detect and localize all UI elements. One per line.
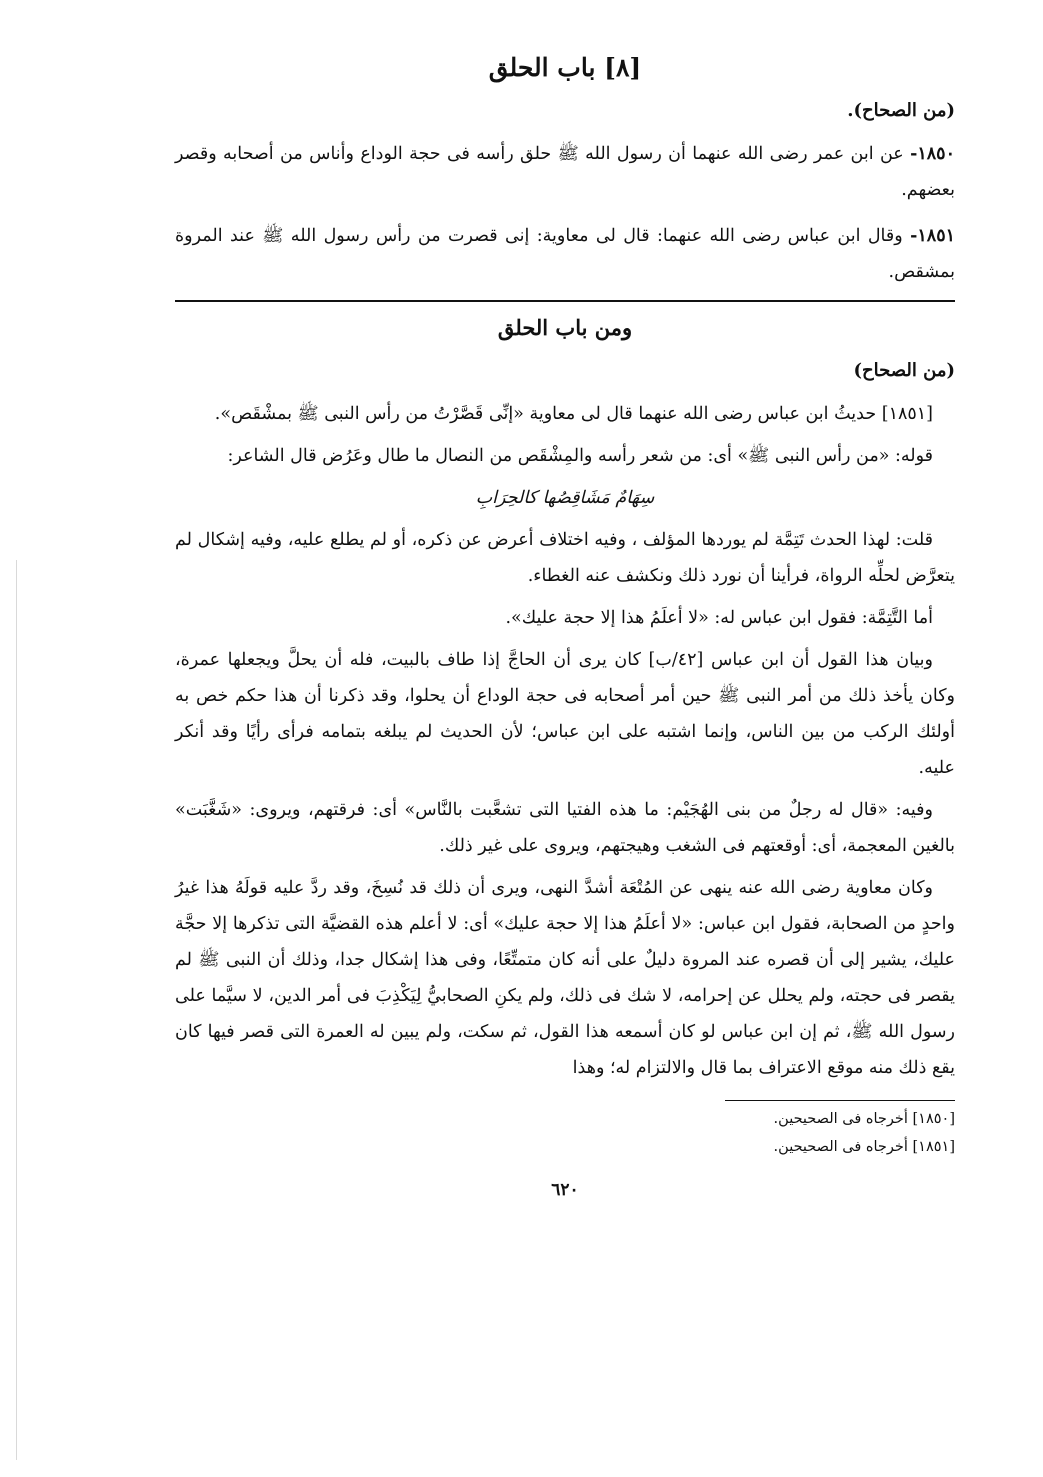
footnote-divider <box>725 1100 955 1101</box>
hadith-number: ١٨٥١- <box>910 226 955 246</box>
hadith-text: عن ابن عمر رضى الله عنهما أن رسول الله ﷺ حلق رأسه فى حجة الوداع وأناس من أصحابه وقصر بعضهم. <box>175 144 955 200</box>
commentary-paragraph: قوله: «من رأس النبى ﷺ» أى: من شعر رأسه والمِشْقَص من النصال ما طال وعَرُض قال الشاعر: <box>227 446 933 466</box>
hadith-text: وقال ابن عباس رضى الله عنهما: قال لى معاوية: إنى قصرت من رأس رسول الله ﷺ عند المروة بمشقص. <box>175 226 955 282</box>
scan-margin-line <box>16 560 17 1460</box>
page-content <box>175 48 955 1205</box>
commentary-paragraph: أما التَّتِمَّة: فقول ابن عباس له: «لا أعلَمُ هذا إلا حجة عليك». <box>505 608 933 628</box>
page-number: ٦٢٠ <box>551 1180 579 1200</box>
commentary-paragraph: وكان معاوية رضى الله عنه ينهى عن المُتْعَة أشدَّ النهى، ويرى أن ذلك قد نُسِخَ، وقد ردَّ عليه قولَهُ هذا غيرُ واحدٍ من الصحابة، فقول ابن عباس: «لا أعلَمُ هذا إلا حجة عليك» أى: لا أعلم هذه القضيَّة التى تذكرها إلا حجَّة عليك، يشير إلى أن قصره عند المروة دليلٌ على أنه كان متمتِّعًا، وفى هذا إشكال جدا، وذلك أن النبى ﷺ لم يقصر فى حجته، ولم يحلل عن إحرامه، لا شك فى ذلك، ولم يكنِ الصحابيُّ لِيَكْذِبَ فى أمر الدين، لا سيَّما على رسول الله ﷺ، ثم إن ابن عباس لو كان أسمعه هذا القول، ثم سكت، ولم يبين له العمرة التى قصر فيها كان يقع ذلك منه موقع الاعتراف بما قال والالتزام له؛ وهذا <box>175 878 955 1078</box>
commentary-paragraph: [١٨٥١] حديثُ ابن عباس رضى الله عنهما قال لى معاوية «إنِّى قَصَّرْتُ من رأس النبى ﷺ بمشْقَص». <box>214 404 933 424</box>
hadith-1850 <box>175 136 955 208</box>
footnote-1850: [١٨٥٠] أخرجاه فى الصحيحين. <box>773 1111 955 1127</box>
chapter-title: [٨] باب الحلق <box>488 53 642 82</box>
poetry-verse: سِهَامٌ مَشَاقِصُها كالحِرَابِ <box>475 488 655 508</box>
section-source: (من الصحاح). <box>847 100 955 121</box>
hadith-1851 <box>175 218 955 290</box>
section-title: ومن باب الحلق <box>497 315 633 340</box>
section-divider <box>175 300 955 302</box>
commentary-paragraph: وفيه: «قال له رجلٌ من بنى الهُجَيْم: ما هذه الفتيا التى تشعَّبت بالنَّاس» أى: فرقتهم، ويروى: «شَغَّبَت» بالغين المعجمة، أى: أوقعتهم فى الشغب وهيجتهم، ويروى على غير ذلك. <box>175 800 955 856</box>
hadith-number: ١٨٥٠- <box>910 144 955 164</box>
section-source: (من الصحاح) <box>853 360 955 381</box>
commentary-paragraph: وبيان هذا القول أن ابن عباس [٤٢/ب] كان يرى أن الحاجَّ إذا طاف بالبيت، فله أن يحلَّ ويجعلها عمرة، وكان يأخذ ذلك من أمر النبى ﷺ حين أمر أصحابه فى حجة الوداع أن يحلوا، وقد ذكرنا أن هذا حكم خص به أولئك الركب من بين الناس، وإنما اشتبه على ابن عباس؛ لأن الحديث لم يبلغه بتمامه فرأى رأيًا وقد أنكر عليه. <box>175 650 955 778</box>
commentary-paragraph: قلت: لهذا الحدث تَتِمَّة لم يوردها المؤلف ، وفيه اختلاف أعرض عن ذكره، أو لم يطلع عليه، وفيه إشكال لم يتعرَّض لحلِّه الرواة، فرأينا أن نورد ذلك ونكشف عنه الغطاء. <box>175 530 955 586</box>
footnote-1851: [١٨٥١] أخرجاه فى الصحيحين. <box>773 1139 955 1155</box>
